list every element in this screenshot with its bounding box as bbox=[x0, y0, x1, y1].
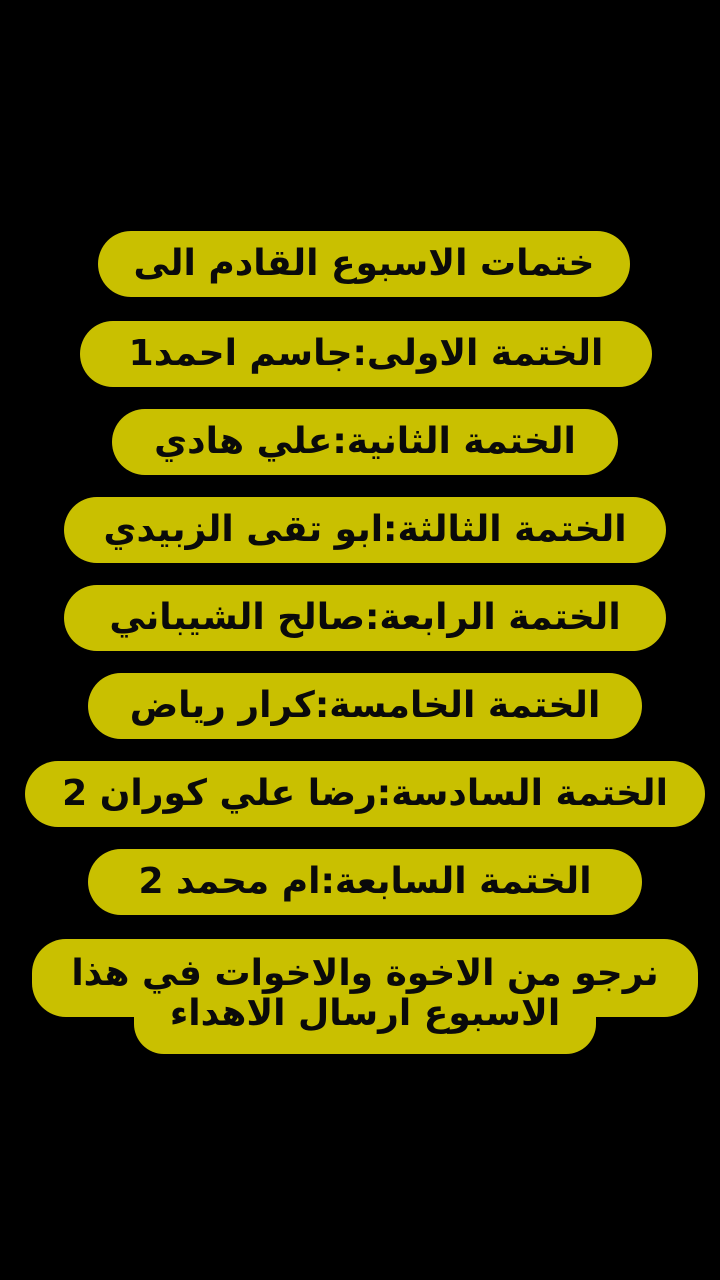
khatma-1-text: الختمة الاولى:جاسم احمد1 bbox=[128, 333, 604, 374]
khatma-2-text: الختمة الثانية:علي هادي bbox=[154, 421, 576, 462]
closing-line-2: الاسبوع ارسال الاهداء bbox=[169, 993, 561, 1034]
khatma-5-text: الختمة الخامسة:كرار رياض bbox=[129, 685, 601, 726]
heading-text: ختمات الاسبوع القادم الى bbox=[133, 243, 595, 284]
closing-text-block bbox=[32, 944, 698, 1044]
khatma-6-pill bbox=[25, 761, 705, 827]
khatma-1-pill bbox=[80, 321, 652, 387]
khatma-4-pill bbox=[64, 585, 666, 651]
khatma-3-pill bbox=[64, 497, 666, 563]
khatma-7-pill bbox=[88, 849, 642, 915]
khatma-5-pill bbox=[88, 673, 642, 739]
closing-line-1: نرجو من الاخوة والاخوات في هذا bbox=[71, 953, 659, 994]
khatma-6-text: الختمة السادسة:رضا علي كوران 2 bbox=[62, 773, 668, 814]
heading-pill bbox=[98, 231, 630, 297]
khatma-7-text: الختمة السابعة:ام محمد 2 bbox=[138, 861, 592, 902]
khatma-4-text: الختمة الرابعة:صالح الشيباني bbox=[109, 597, 621, 638]
khatma-2-pill bbox=[112, 409, 618, 475]
khatma-3-text: الختمة الثالثة:ابو تقى الزبيدي bbox=[103, 509, 627, 550]
